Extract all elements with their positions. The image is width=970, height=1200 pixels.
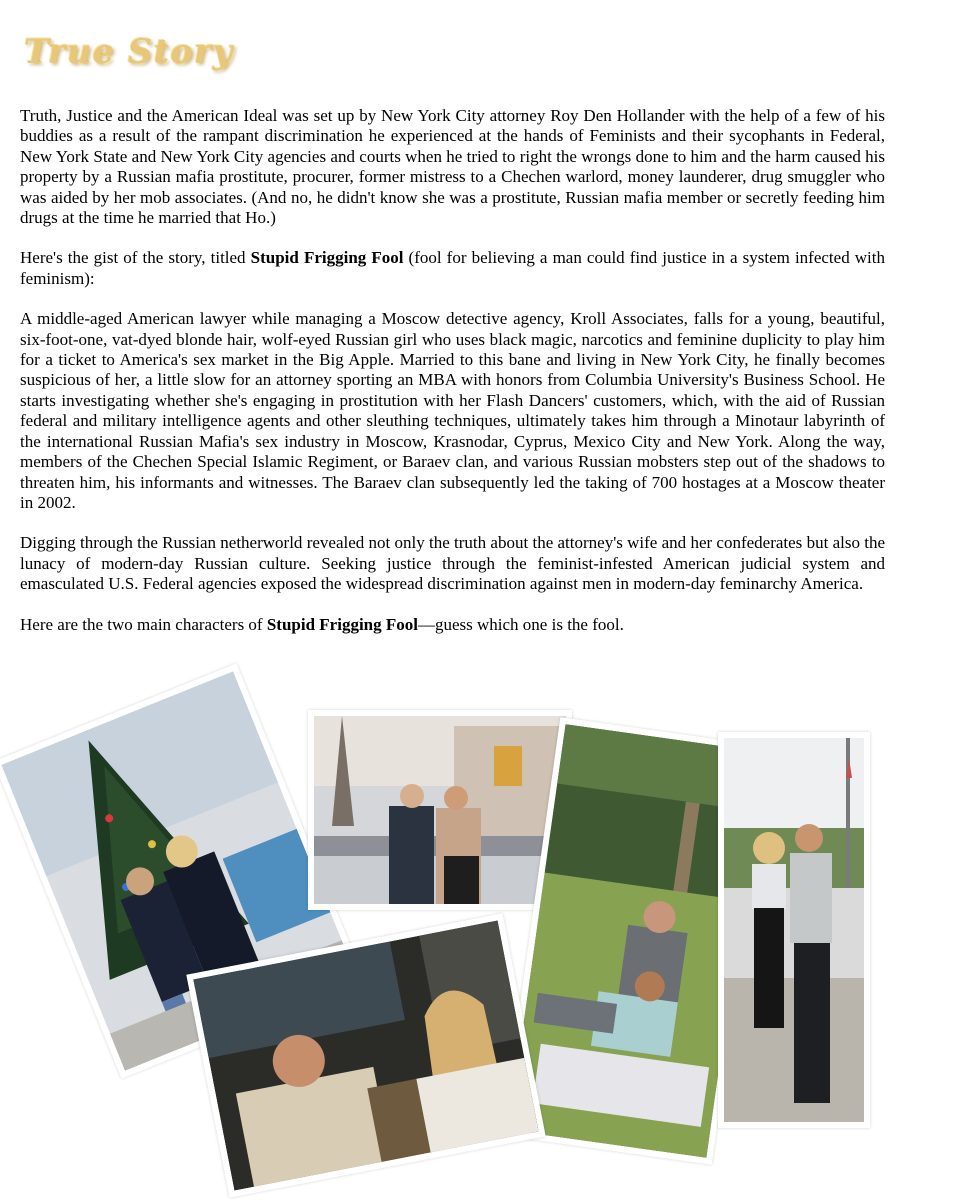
gist-lead: Here's the gist of the story, titled — [20, 248, 251, 268]
photo-collage — [0, 670, 970, 1190]
intro-paragraph: Truth, Justice and the American Ideal was set up by New York City attorney Roy Den Hollander with the help of a few of his buddies as a result of the rampant discrimination he experienced at the hands of Feminists and their sycophants in Federal, New York State and New York City agencies and courts when he tried to right the wrongs done to him and the harm caused his property by a Russian mafia prostitute, procurer, former mistress to a Chechen warlord, money launderer, drug smuggler who was aided by her mob associates. (And no, he didn't know she was a prostitute, Russian mafia member or secretly feeding him drugs at the time he married that Ho.) — [20, 106, 885, 228]
characters-tail: —guess which one is the fool. — [417, 614, 624, 634]
characters-lead: Here are the two main characters of — [20, 614, 267, 634]
story-content — [20, 106, 885, 655]
book-title: Stupid Frigging Fool — [266, 614, 418, 634]
synopsis-paragraph: A middle-aged American lawyer while managing a Moscow detective agency, Kroll Associates, falls for a young, beautiful, six-foot-one, vat-dyed blonde hair, wolf-eyed Russian girl who uses black magic, narcotics and feminine duplicity to play him for a ticket to America's sex market in the Big Apple. Married to this bane and living in New York City, he finally becomes suspicious of her, a little slow for an attorney sporting an MBA with honors from Columbia University's Business School. He starts investigating whether she's engaging in prostitution with her Flash Dancers' customers, which, with the aid of Russian federal and military intelligence agents and other sleuthing techniques, ultimately takes him through a Minotaur labyrinth of the international Russian Mafia's sex industry in Moscow, Krasnodar, Cyprus, Mexico City and New York. Along the way, members of the Chechen Special Islamic Regiment, or Baraev clan, and various Russian mobsters step out of the shadows to threaten him, his informants and witnesses. The Baraev clan subsequently led the taking of 700 hostages at a Moscow theater in 2002. — [20, 309, 885, 512]
characters-paragraph — [20, 615, 885, 635]
gist-tail: (fool for believing a man could find justice in a system infected with feminism): — [20, 248, 885, 288]
photo-standing-couple — [718, 732, 870, 1128]
true-story-logo: True Story — [24, 32, 234, 72]
photo-eiffel-tower — [308, 710, 572, 910]
photo-standing-couple-image — [724, 738, 864, 1122]
digging-paragraph: Digging through the Russian netherworld revealed not only the truth about the attorney's wife and her confederates but also the lunacy of modern-day Russian culture. Seeking justice through the feminist-infested American judicial system and emasculated U.S. Federal agencies exposed the widespread discrimination against men in modern-day feminarchy America. — [20, 533, 885, 594]
photo-eiffel-tower-image — [314, 716, 566, 904]
gist-paragraph — [20, 248, 885, 289]
book-title: Stupid Frigging Fool — [250, 248, 404, 268]
